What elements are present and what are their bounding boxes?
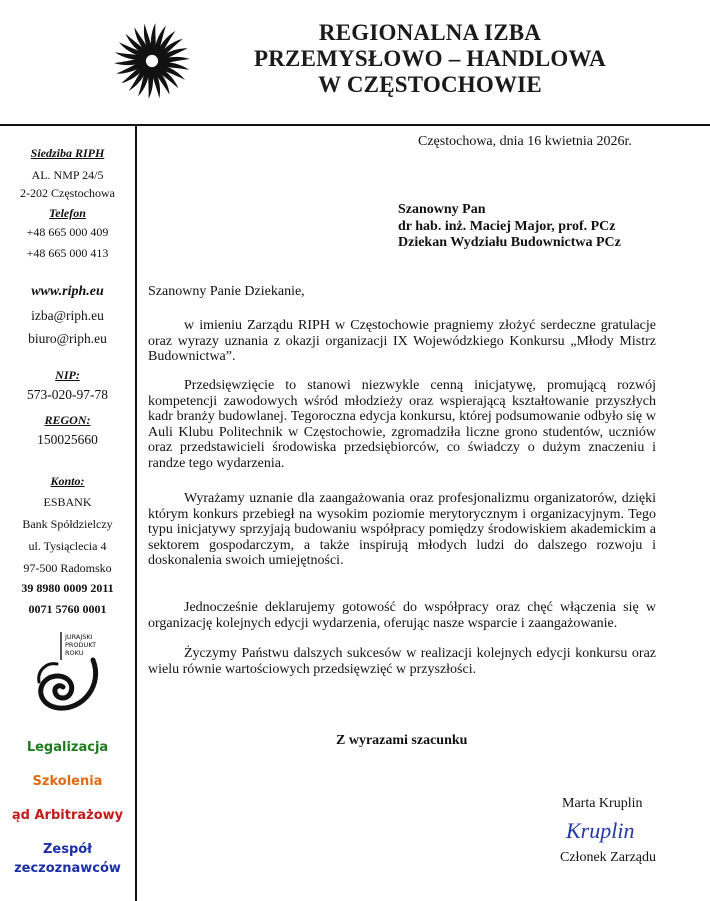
recipient-line-3: Dziekan Wydziału Budownictwa PCz [398,235,621,250]
jurajski-produkt-roku-icon [33,630,101,712]
paragraph-2: Przedsięwzięcie to stanowi niezwykle cenną inicjatywę, promującą rozwój kompetencji zawodowych wśród młodzieży oraz wspierającą kształtowanie przyszłych kadr branży budowlanej. Tegoroczna edycja konkursu, której podsumowanie odbyło się w Auli Klubu Politechnik w Częstochowie, zgromadziła liczne grono studentów, uczniów oraz przedstawicieli środowiska przedsiębiorców, co świadczy o dużym znaczeniu i randze tego wydarzenia. [148,378,656,471]
website-link[interactable]: www.riph.eu [31,284,104,299]
jpr-text-3: ROKU [65,649,84,657]
riph-logo-icon [110,14,194,108]
paragraph-4: Jednocześnie deklarujemy gotowość do współpracy oraz chęć włączenia się w organizację kolejnych edycji wydarzenia, oferując nasze wsparcie i zaangażowanie. [148,600,656,631]
bank-line-1: ESBANK [43,495,92,509]
paragraph-5: Życzymy Państwu dalszych sukcesów w realizacji kolejnych edycji konkursu oraz wielu równie wartościowych przedsięwzięć w przyszłości. [148,646,656,677]
service-rzeczoznawcow: zeczoznawców [14,861,121,876]
service-legalizacja: Legalizacja [26,740,109,755]
service-arbitraz: ąd Arbitrażowy [11,808,124,823]
jpr-text-2: PRODUKT [65,641,97,649]
hq-address-line-1: AL. NMP 24/5 [31,168,104,182]
paragraph-1: w imieniu Zarządu RIPH w Częstochowie pragniemy złożyć serdeczne gratulacje oraz wyrazy uznania z okazji organizacji IX Wojewódzkiego Konkursu „Młody Mistrz Budownictwa”. [148,318,656,364]
signer-role: Członek Zarządu [560,850,657,865]
nip-value: 573-020-97-78 [27,387,108,402]
account-number-line-2: 0071 5760 0001 [28,602,107,616]
email-2-link[interactable]: biuro@riph.eu [28,331,107,346]
salutation: Szanowny Panie Dziekanie, [148,284,305,299]
bank-line-2: Bank Spółdzielczy [22,517,113,531]
hq-address-line-2: 2-202 Częstochowa [20,186,115,200]
regon-value: 150025660 [37,432,98,447]
org-title-line-3: W CZĘSTOCHOWIE [318,72,542,97]
handwritten-signature: Kruplin [566,818,635,843]
closing: Z wyrazami szacunku [336,733,468,748]
email-1-link[interactable]: izba@riph.eu [31,308,104,323]
phone-2: +48 665 000 413 [26,246,109,260]
sidebar-divider [135,124,137,901]
bank-line-3: ul. Tysiąclecia 4 [28,539,107,553]
header-divider [0,124,710,126]
account-label: Konto: [50,474,85,488]
recipient-line-2: dr hab. inż. Maciej Major, prof. PCz [398,219,616,234]
bank-line-4: 97-500 Radomsko [23,561,112,575]
account-number-line-1: 39 8980 0009 2011 [21,581,114,595]
paragraph-3: Wyrażamy uznanie dla zaangażowania oraz profesjonalizmu organizatorów, dzięki którym konkurs przebiegł na wysokim poziomie merytorycznym i organizacyjnym. Tego typu inicjatywy sprzyjają budowaniu współpracy pomiędzy środowiskiem akademickim a sektorem gospodarczym, a także inspirują młodych ludzi do dalszego rozwoju i doskonalenia swoich umiejętności. [148,491,656,568]
place-date: Częstochowa, dnia 16 kwietnia 2026r. [418,134,632,149]
org-title-line-2: PRZEMYSŁOWO – HANDLOWA [254,46,606,71]
nip-label: NIP: [55,368,80,382]
phone-label: Telefon [49,206,86,220]
regon-label: REGON: [44,413,91,427]
recipient-line-1: Szanowny Pan [398,202,486,217]
phone-1: +48 665 000 409 [26,225,109,239]
signer-name: Marta Kruplin [562,796,643,811]
jpr-text-1: JURAJSKI [65,633,93,641]
org-title-line-1: REGIONALNA IZBA [318,20,542,45]
service-zespol: Zespół [42,842,93,857]
service-szkolenia: Szkolenia [32,774,103,789]
hq-label: Siedziba RIPH [30,146,105,160]
